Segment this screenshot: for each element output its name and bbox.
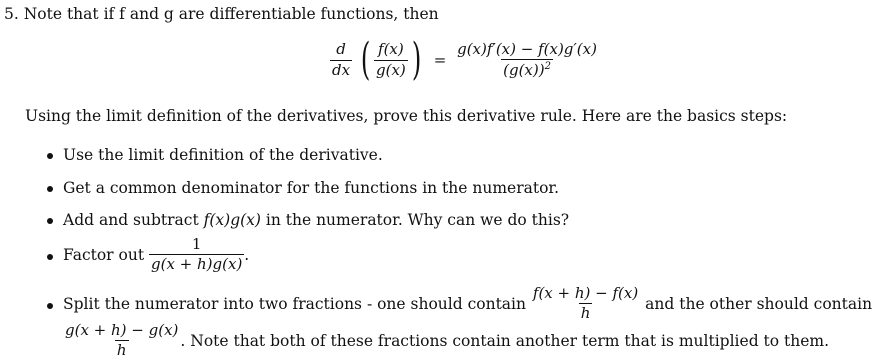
bullet-2	[47, 186, 53, 192]
lhs-denominator: g(x)	[376, 60, 406, 79]
step-1: Use the limit definition of the derivative.	[63, 146, 383, 164]
step-5-f-numerator: f(x + h) − f(x)	[532, 284, 639, 302]
step-3-post: in the numerator. Why can we do this?	[260, 211, 570, 229]
step-3-math: f(x)g(x)	[203, 211, 261, 229]
dx-denominator: dx	[332, 60, 351, 79]
step-5-fraction-f	[531, 285, 640, 323]
step-5-fraction-g	[63, 322, 180, 360]
step-4	[63, 236, 249, 274]
step-5-f-denominator: h	[580, 304, 591, 323]
step-3-pre: Add and subtract	[63, 211, 204, 229]
step-4-post: .	[244, 245, 250, 264]
step-4-pre: Factor out	[63, 245, 149, 264]
step-5-line-2	[63, 322, 829, 360]
bullet-5	[47, 303, 53, 309]
problem-header	[4, 5, 439, 23]
step-2: Get a common denominator for the functions in the numerator.	[63, 179, 560, 197]
lhs-quotient	[374, 41, 408, 79]
step-3	[63, 211, 569, 229]
step-5-post: . Note that both of these fractions contain another term that is multiplied to them.	[180, 331, 830, 350]
problem-intro: Note that if f and g are differentiable functions, then	[23, 5, 439, 23]
instruction-text: Using the limit definition of the derivatives, prove this derivative rule. Here are the basics steps:	[25, 107, 788, 125]
step-5-pre: Split the numerator into two fractions - one should contain	[63, 294, 531, 313]
rhs-denominator-base: (g(x))	[503, 61, 545, 79]
step-4-fraction	[149, 236, 244, 274]
step-5-g-numerator: g(x + h) − g(x)	[65, 321, 179, 339]
step-5-line-1	[63, 285, 872, 323]
step-4-denominator: g(x + h)g(x)	[151, 255, 243, 274]
derivative-operator	[330, 41, 352, 79]
equals-sign: =	[433, 51, 447, 69]
problem-number: 5.	[4, 5, 19, 23]
bullet-4	[47, 254, 53, 260]
d-numerator: d	[336, 40, 346, 59]
lhs-numerator: f(x)	[378, 40, 404, 59]
step-4-numerator: 1	[191, 235, 202, 253]
rhs-denominator	[501, 59, 553, 79]
rhs-denominator-exponent: 2	[544, 61, 551, 72]
rhs-quotient	[455, 41, 599, 80]
bullet-3	[47, 218, 53, 224]
right-paren: )	[411, 34, 422, 85]
bullet-1	[47, 153, 53, 159]
quotient-rule-formula	[330, 34, 599, 85]
rhs-numerator: g(x)f′(x) − f(x)g′(x)	[457, 39, 597, 58]
step-5-mid: and the other should contain	[645, 294, 872, 313]
left-paren: (	[360, 34, 371, 85]
step-5-g-denominator: h	[116, 341, 127, 360]
